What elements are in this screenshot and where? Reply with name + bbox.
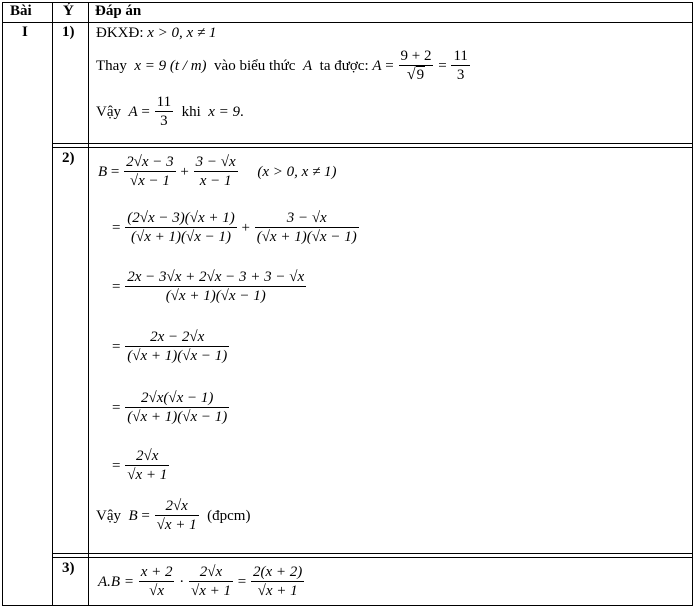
sub-A: A bbox=[302, 57, 313, 74]
conclusion1-A: A bbox=[128, 103, 138, 120]
step2-term2-num: 3 − √x bbox=[286, 210, 327, 226]
conclusion1-dot: . bbox=[240, 103, 244, 120]
sub-tm: (t / m) bbox=[169, 57, 207, 74]
sub-prefix: Thay bbox=[96, 57, 127, 74]
conclusion2-fraction bbox=[155, 498, 199, 534]
sub-result-num: 11 bbox=[453, 48, 468, 64]
product-f2-den: √x + 1 bbox=[190, 583, 231, 599]
part1-substitution: Thay x = 9 (t / m) vào biểu thức A ta được: A = $\frac{9 + 2}{√9}$ = $\frac{11}{3}$ bbox=[96, 48, 468, 83]
step5-den: (√x + 1)(√x − 1) bbox=[127, 409, 228, 425]
sub-x: x = 9 bbox=[134, 57, 167, 74]
def-condition: (x > 0, x ≠ 1) bbox=[257, 163, 337, 180]
row-label-bai: I bbox=[22, 24, 28, 40]
def-term1-den: √x − 1 bbox=[124, 171, 176, 190]
dkxd-math: x > 0, x ≠ 1 bbox=[147, 25, 217, 41]
part1-label: 1) bbox=[62, 24, 75, 40]
part3-label: 3) bbox=[62, 560, 75, 576]
step3-fraction bbox=[125, 269, 306, 305]
step4-num: 2x − 2√x bbox=[150, 329, 205, 345]
def-term1 bbox=[124, 154, 176, 190]
step4-den: (√x + 1)(√x − 1) bbox=[127, 348, 228, 364]
step5-num: 2√x(√x − 1) bbox=[141, 390, 214, 406]
conclusion1-when: khi bbox=[181, 103, 201, 120]
sub-fraction-num: 9 + 2 bbox=[400, 48, 432, 64]
row-divider-2-3 bbox=[52, 553, 693, 554]
def-term2 bbox=[194, 154, 238, 190]
step5-fraction bbox=[125, 390, 229, 426]
part2-label: 2) bbox=[62, 150, 75, 166]
step2-term1-den: (√x + 1)(√x − 1) bbox=[125, 227, 237, 246]
conclusion1-den: 3 bbox=[155, 111, 173, 130]
product-f3 bbox=[251, 564, 304, 600]
row-divider-1-2-inner bbox=[52, 147, 693, 148]
table-border-right bbox=[692, 2, 693, 606]
sub-mid: vào biểu thức bbox=[214, 57, 296, 74]
table-border-bottom bbox=[2, 605, 693, 606]
part2-step5: = $\frac{2√x(√x - 1)}{(√x + 1)(√x - 1)}$ bbox=[112, 390, 228, 425]
conclusion1-num: 11 bbox=[156, 94, 172, 110]
product-f2 bbox=[189, 564, 233, 600]
part2-step4: = $\frac{2x - 2√x}{(√x + 1)(√x - 1)}$ bbox=[112, 329, 228, 364]
conclusion1-x: x = 9 bbox=[208, 103, 241, 120]
def-term2-den: x − 1 bbox=[194, 171, 238, 190]
step2-term2-den: (√x + 1)(√x − 1) bbox=[256, 229, 357, 245]
conclusion2-suffix: (đpcm) bbox=[207, 507, 251, 524]
step2-term2 bbox=[255, 210, 359, 246]
step6-num: 2√x bbox=[136, 448, 159, 464]
product-f1-num: x + 2 bbox=[140, 564, 173, 580]
part2-conclusion: Vậy B = $\frac{2√x}{√x + 1}$ (đpcm) bbox=[96, 498, 251, 533]
row-divider-1-2 bbox=[52, 143, 693, 144]
conclusion1-fraction bbox=[155, 94, 173, 130]
product-f3-den: √x + 1 bbox=[251, 581, 304, 600]
product-lhs: A.B = bbox=[98, 573, 134, 590]
part1-conclusion: Vậy A = $\frac{11}{3}$ khi x = 9 . bbox=[96, 94, 244, 129]
part2-step2: = $\frac{(2√x - 3)(√x + 1)}{(√x + 1)(√x - 1)}$ + $\frac{3 - √x}{(√x + 1)(√x - 1)}$ bbox=[112, 210, 357, 245]
step3-num: 2x − 3√x + 2√x − 3 + 3 − √x bbox=[127, 269, 305, 285]
def-term1-num: 2√x − 3 bbox=[126, 154, 174, 170]
col-divider-bai bbox=[52, 2, 53, 606]
step3-den: (√x + 1)(√x − 1) bbox=[125, 286, 306, 305]
conclusion2-den: √x + 1 bbox=[156, 517, 197, 533]
product-f1 bbox=[139, 564, 175, 600]
dkxd-label: ĐKXĐ: bbox=[96, 25, 144, 41]
header-y: Ý bbox=[63, 3, 74, 19]
col-divider-y bbox=[88, 2, 89, 606]
part2-step3: = $\frac{2x - 3√x + 2√x - 3 + 3 - √x}{(√x + 1)(√x - 1)}$ bbox=[112, 269, 305, 304]
step2-term1-num: (2√x − 3)(√x + 1) bbox=[127, 210, 235, 226]
conclusion2-B: B bbox=[128, 507, 138, 524]
conclusion2-num: 2√x bbox=[165, 498, 188, 514]
def-B: B bbox=[98, 163, 108, 180]
sub-fraction-den: 9 bbox=[416, 67, 425, 83]
sub-result-den: 3 bbox=[451, 65, 469, 84]
step2-term1 bbox=[125, 210, 237, 246]
conclusion2-prefix: Vậy bbox=[96, 507, 121, 524]
header-divider bbox=[2, 22, 693, 23]
sub-suffix: ta được: bbox=[319, 57, 369, 74]
def-term2-num: 3 − √x bbox=[195, 154, 236, 170]
sub-A-eq: A bbox=[372, 57, 382, 74]
conclusion1-prefix: Vậy bbox=[96, 103, 121, 120]
step6-fraction bbox=[125, 448, 169, 484]
product-f3-num: 2(x + 2) bbox=[252, 564, 303, 580]
row-divider-2-3-inner bbox=[52, 557, 693, 558]
step4-fraction bbox=[125, 329, 229, 365]
header-bai: Bài bbox=[10, 3, 32, 19]
part2-step6: = $\frac{2√x}{√x + 1}$ bbox=[112, 448, 168, 483]
table-border-left bbox=[2, 2, 3, 606]
product-eq: = bbox=[237, 573, 247, 590]
part3-product bbox=[98, 560, 305, 604]
part1-dkxd bbox=[96, 24, 216, 42]
product-dot: · bbox=[179, 573, 185, 590]
header-dap-an: Đáp án bbox=[95, 3, 142, 19]
sub-fraction: $\frac{9 + 2}{√9}$ bbox=[400, 48, 432, 83]
product-f2-num: 2√x bbox=[199, 564, 223, 580]
sub-result bbox=[451, 48, 469, 84]
part2-definition: B = $\frac{2√x - 3}{√x - 1}$ + $\frac{3 - √x}{x - 1}$ (x > 0, x ≠ 1) bbox=[98, 154, 337, 189]
product-f1-den: √x bbox=[139, 581, 175, 600]
step6-den: √x + 1 bbox=[127, 467, 168, 483]
